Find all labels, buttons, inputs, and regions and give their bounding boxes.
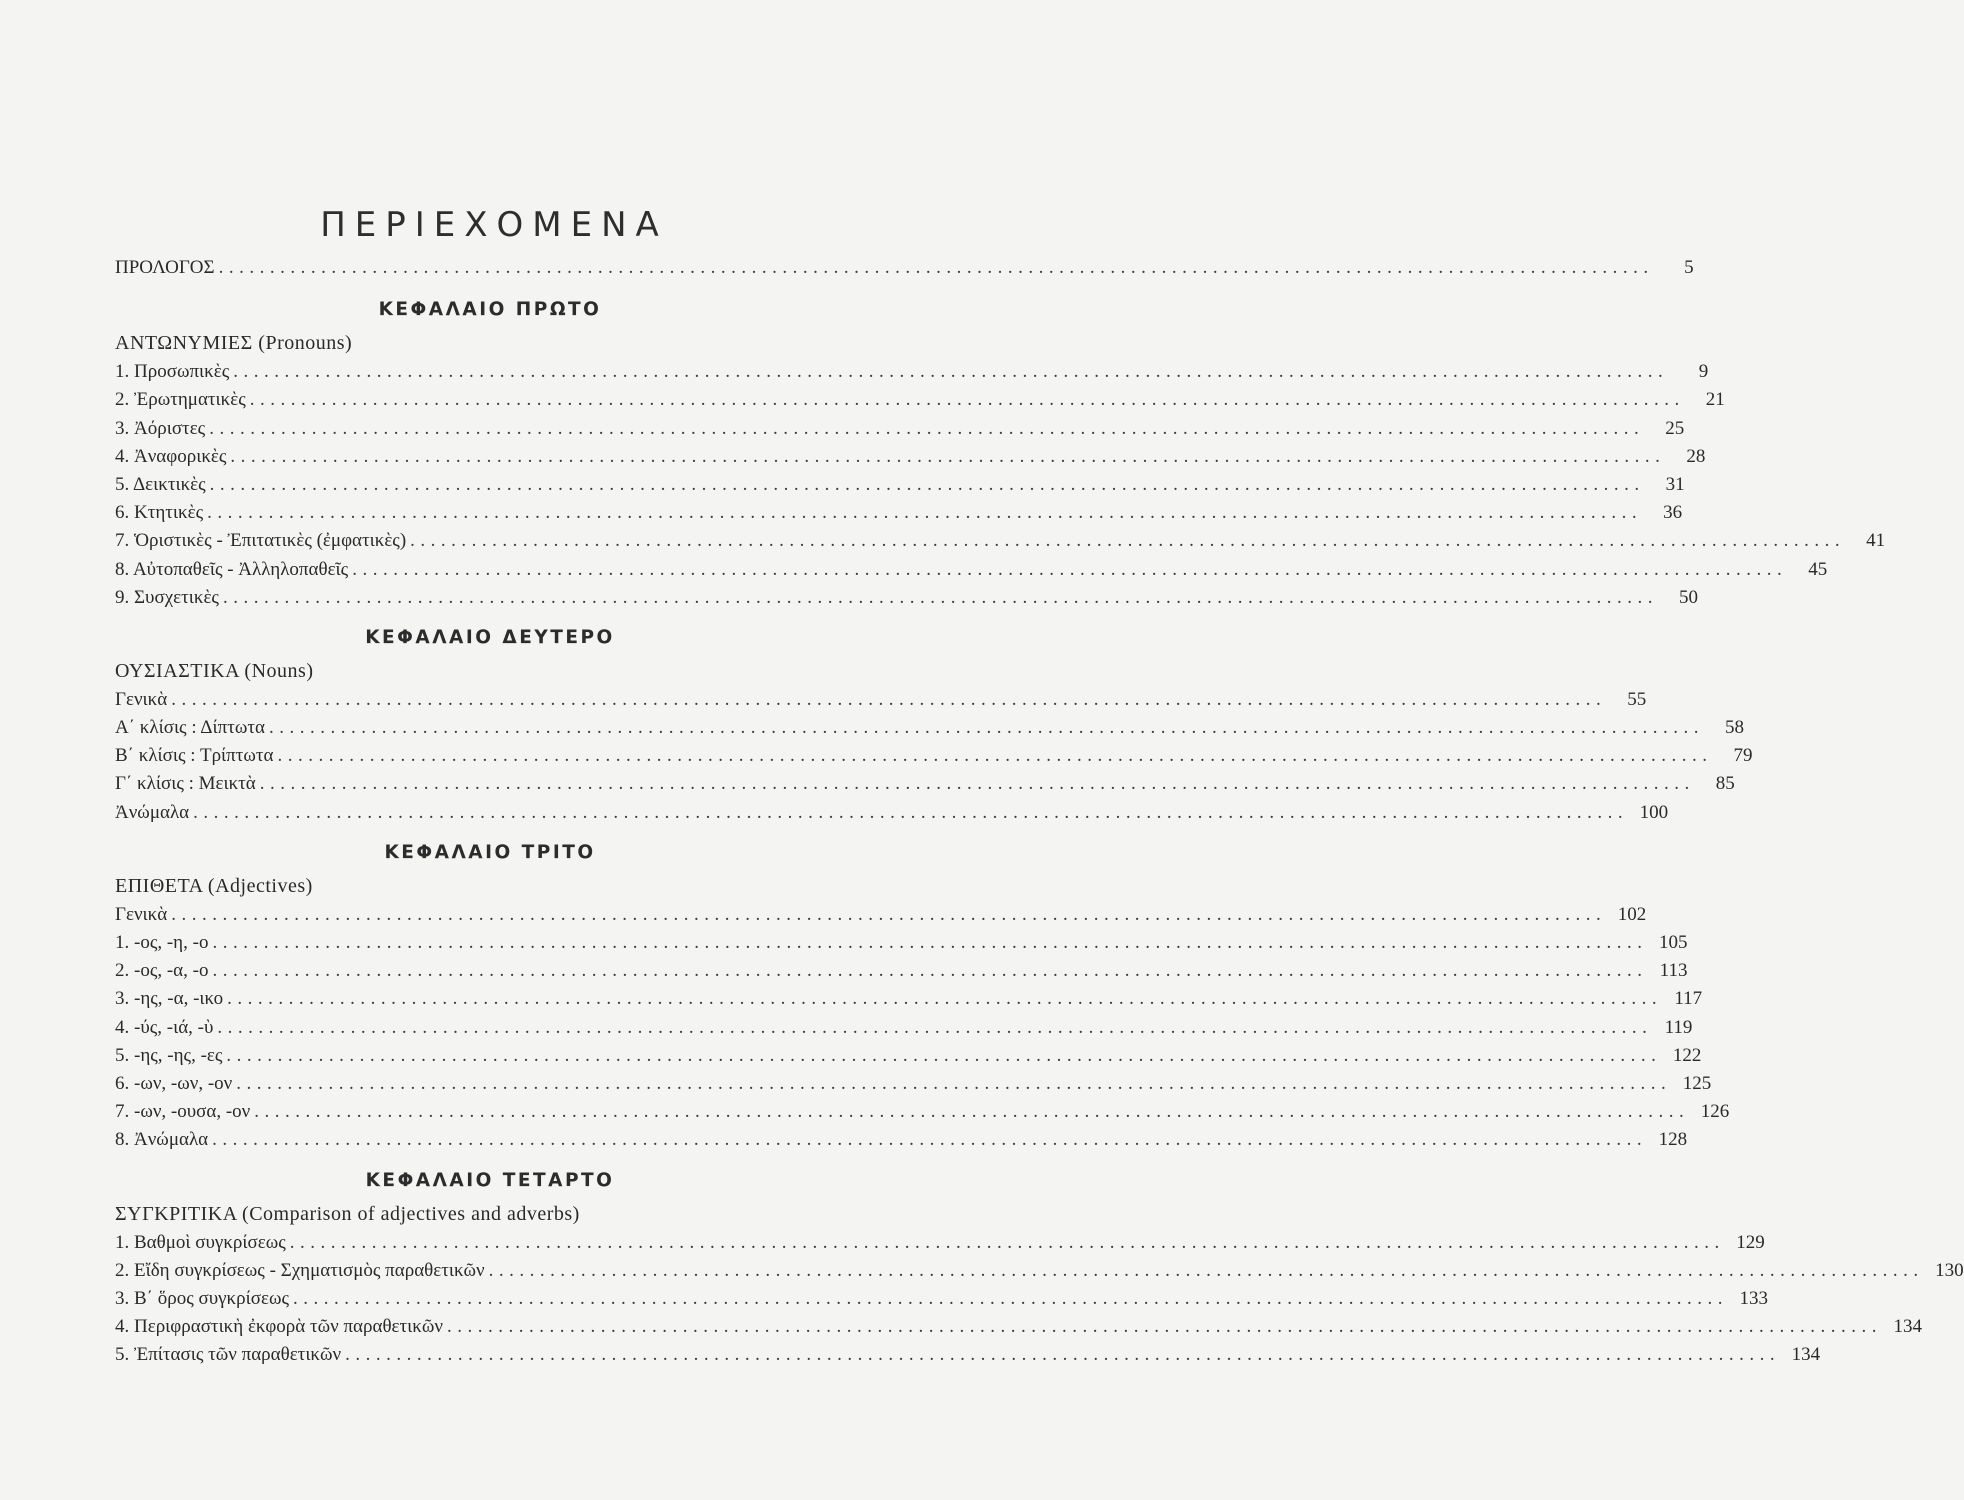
toc-entry-page: 41 — [1866, 530, 1886, 552]
toc-entry[interactable] — [115, 358, 1709, 386]
toc-entry[interactable] — [115, 929, 1688, 957]
dot-leader: ............................................................................................................................................ — [233, 361, 1669, 383]
toc-entry-page: 79 — [1733, 745, 1753, 767]
dot-leader: ............................................................................................................................................ — [446, 1316, 1882, 1338]
toc-entry-page: 128 — [1658, 1129, 1688, 1151]
dot-leader: ............................................................................................................................................ — [217, 1016, 1653, 1038]
toc-entry[interactable] — [115, 742, 1753, 770]
toc-entry-page: 105 — [1658, 932, 1688, 953]
toc-entry-page: 102 — [1617, 903, 1647, 925]
toc-entry[interactable] — [115, 1229, 1765, 1257]
section-title-1: ΑΝΤΩΝΥΜΙΕΣ (Pronouns) — [115, 332, 353, 355]
toc-entry-label: 3. Β΄ ὅρος συγκρίσεως — [115, 1287, 289, 1309]
dot-leader: ............................................................................................................................................ — [230, 445, 1666, 467]
toc-entry-label: 3. Ἀόριστες — [115, 417, 206, 439]
toc-entry-page: 31 — [1665, 473, 1685, 495]
toc-entry-label: Γ΄ κλίσις : Μεικτὰ — [115, 773, 256, 795]
toc-entry-label: 4. Περιφραστικὴ ἐκφορὰ τῶν παραθετικῶν — [115, 1316, 443, 1338]
toc-entry-label: 2. Ἐρωτηματικὲς — [115, 389, 246, 411]
section-title-2: ΟΥΣΙΑΣΤΙΚΑ (Nouns) — [115, 659, 314, 682]
toc-entry[interactable] — [115, 985, 1703, 1013]
dot-leader: ............................................................................................................................................ — [410, 530, 1846, 552]
dot-leader: ............................................................................................................................................ — [352, 558, 1788, 580]
toc-entry-page: 45 — [1808, 558, 1828, 580]
chapter-1-entries — [115, 358, 1886, 612]
toc-entry-label: 1. Προσωπικὲς — [115, 361, 230, 383]
dot-leader: ............................................................................................................................................ — [259, 773, 1695, 795]
dot-leader: ............................................................................................................................................ — [222, 586, 1658, 608]
toc-entry-label: 7. Ὁριστικὲς - Ἐπιτατικὲς (ἐμφατικὲς) — [115, 530, 407, 552]
chapter-4-entries — [115, 1229, 1964, 1370]
dot-leader: ............................................................................................................................................ — [249, 389, 1685, 411]
dot-leader: ............................................................................................................................................ — [277, 745, 1713, 767]
toc-entry-label: Γενικὰ — [115, 688, 168, 710]
toc-entry[interactable] — [115, 1042, 1702, 1070]
toc-entry-label: Β΄ κλίσις : Τρίπτωτα — [115, 745, 274, 767]
toc-entry-page: 130 — [1935, 1259, 1964, 1281]
section-title-4: ΣΥΓΚΡΙΤΙΚΑ (Comparison of adjectives and adverbs) — [115, 1202, 580, 1225]
dot-leader: ............................................................................................................................................ — [212, 1129, 1648, 1151]
dot-leader: ............................................................................................................................................ — [212, 960, 1648, 982]
dot-leader: ............................................................................................................................................ — [268, 717, 1704, 739]
toc-entry-page: 28 — [1686, 445, 1706, 467]
toc-entry-page: 134 — [1791, 1344, 1821, 1366]
chapter-heading-4: ΚΕΦΑΛΑΙΟ ΤΕΤΑΡΤΟ — [365, 1169, 615, 1191]
toc-entry-page: 126 — [1700, 1101, 1730, 1123]
dot-leader: ............................................................................................................................................ — [209, 473, 1645, 495]
toc-entry-page: 117 — [1674, 988, 1703, 1010]
toc-entry-label: 5. -ης, -ης, -ες — [115, 1044, 223, 1066]
toc-entry-page: 122 — [1672, 1044, 1702, 1066]
toc-entry-label: 2. Εἴδη συγκρίσεως - Σχηματισμὸς παραθετικῶν — [115, 1259, 485, 1281]
toc-entry[interactable] — [115, 901, 1647, 929]
toc-entry-page: 21 — [1705, 389, 1725, 411]
toc-entry-label: 5. Ἐπίτασις τῶν παραθετικῶν — [115, 1344, 342, 1366]
toc-entry-label: Α΄ κλίσις : Δίπτωτα — [115, 717, 265, 739]
dot-leader: ............................................................................................................................................ — [488, 1259, 1924, 1281]
toc-entry[interactable] — [115, 471, 1685, 499]
toc-entry-label: Γενικὰ — [115, 903, 168, 925]
toc-entry-page: 36 — [1663, 502, 1683, 524]
toc-entry[interactable] — [115, 799, 1669, 827]
section-title-3: ΕΠΙΘΕΤΑ (Adjectives) — [115, 874, 313, 897]
toc-entry[interactable] — [115, 499, 1683, 527]
dot-leader: ............................................................................................................................................ — [289, 1231, 1725, 1253]
toc-entry-page: 55 — [1627, 688, 1647, 710]
table-of-contents — [115, 254, 1964, 1369]
dot-leader: ............................................................................................................................................ — [226, 1044, 1662, 1066]
toc-entry-page: 9 — [1698, 361, 1709, 383]
toc-entry-label: 7. -ων, -ουσα, -ον — [115, 1101, 251, 1123]
toc-entry[interactable] — [115, 770, 1735, 798]
toc-entry-page: 125 — [1682, 1072, 1712, 1094]
toc-entry-label: 8. Αὐτοπαθεῖς - Ἀλληλοπαθεῖς — [115, 558, 349, 580]
toc-entry[interactable] — [115, 1313, 1922, 1341]
toc-entry-page: 119 — [1664, 1016, 1693, 1038]
toc-entry[interactable] — [115, 386, 1725, 414]
toc-entry-page: 113 — [1659, 960, 1688, 982]
toc-entry[interactable] — [115, 1070, 1712, 1098]
page-title: ΠΕΡΙΕΧΟΜΕΝΑ — [320, 204, 668, 245]
toc-entry[interactable] — [115, 1257, 1964, 1285]
toc-entry-page: 133 — [1739, 1287, 1768, 1309]
toc-entry-label: 6. Κτητικὲς — [115, 502, 204, 524]
toc-entry[interactable] — [115, 556, 1828, 584]
toc-entry-label: ΠΡΟΛΟΓΟΣ — [115, 257, 215, 278]
toc-entry[interactable] — [115, 686, 1647, 714]
toc-entry-label: Ἀνώμαλα — [115, 801, 190, 823]
dot-leader: ............................................................................................................................................ — [236, 1072, 1672, 1094]
chapter-3-entries — [115, 901, 1730, 1155]
toc-entry-page: 129 — [1736, 1231, 1765, 1253]
toc-entry[interactable] — [115, 1098, 1730, 1126]
toc-entry-label: 1. -ος, -η, -ο — [115, 932, 209, 953]
toc-entry[interactable] — [115, 1341, 1821, 1369]
toc-entry-label: 2. -ος, -α, -ο — [115, 960, 209, 982]
toc-entry-label: 6. -ων, -ων, -ον — [115, 1072, 233, 1094]
toc-entry[interactable] — [115, 443, 1706, 471]
toc-entry-page: 85 — [1715, 773, 1735, 795]
dot-leader: ............................................................................................................................................ — [171, 688, 1607, 710]
chapter-heading-3: ΚΕΦΑΛΑΙΟ ΤΡΙΤΟ — [384, 841, 596, 863]
chapter-heading-2: ΚΕΦΑΛΑΙΟ ΔΕΥΤΕΡΟ — [365, 626, 615, 648]
toc-entry-label: 1. Βαθμοὶ συγκρίσεως — [115, 1231, 286, 1253]
toc-entry-label: 9. Συσχετικὲς — [115, 586, 219, 608]
dot-leader: ............................................................................................................................................ — [207, 502, 1643, 524]
toc-entry[interactable] — [115, 584, 1698, 612]
toc-entry-page: 134 — [1893, 1316, 1922, 1338]
chapter-heading-1: ΚΕΦΑΛΑΙΟ ΠΡΩΤΟ — [378, 299, 602, 321]
toc-entry-label: 5. Δεικτικὲς — [115, 473, 206, 495]
toc-entry-page: 5 — [1684, 257, 1694, 278]
dot-leader: ............................................................................................................................................ — [193, 801, 1629, 823]
dot-leader: ............................................................................................................................................ — [345, 1344, 1781, 1366]
toc-entry-page: 100 — [1639, 801, 1669, 823]
toc-entry-page: 50 — [1678, 586, 1698, 608]
dot-leader: ............................................................................................................................................ — [292, 1287, 1728, 1309]
toc-entry[interactable] — [115, 957, 1688, 985]
dot-leader: ............................................................................................................................................ — [171, 903, 1607, 925]
toc-entry-page: 58 — [1724, 717, 1744, 739]
toc-entry[interactable] — [115, 1285, 1768, 1313]
toc-entry-label: 3. -ης, -α, -ικο — [115, 988, 224, 1010]
toc-entry-label: 4. -ύς, -ιά, -ὺ — [115, 1016, 214, 1038]
toc-entry-label: 8. Ἀνώμαλα — [115, 1129, 209, 1151]
dot-leader: ............................................................................................................................................ — [212, 932, 1648, 953]
toc-entry-prologue[interactable] — [115, 254, 1694, 282]
toc-entry[interactable] — [115, 1014, 1693, 1042]
toc-entry[interactable] — [115, 527, 1886, 555]
dot-leader: ............................................................................................................................................ — [218, 257, 1654, 278]
toc-entry[interactable] — [115, 714, 1744, 742]
toc-entry[interactable] — [115, 1126, 1688, 1154]
toc-entry-page: 25 — [1665, 417, 1685, 439]
toc-entry-label: 4. Ἀναφορικὲς — [115, 445, 227, 467]
dot-leader: ............................................................................................................................................ — [227, 988, 1663, 1010]
dot-leader: ............................................................................................................................................ — [254, 1101, 1690, 1123]
chapter-2-entries — [115, 686, 1753, 827]
toc-entry[interactable] — [115, 415, 1685, 443]
dot-leader: ............................................................................................................................................ — [209, 417, 1645, 439]
